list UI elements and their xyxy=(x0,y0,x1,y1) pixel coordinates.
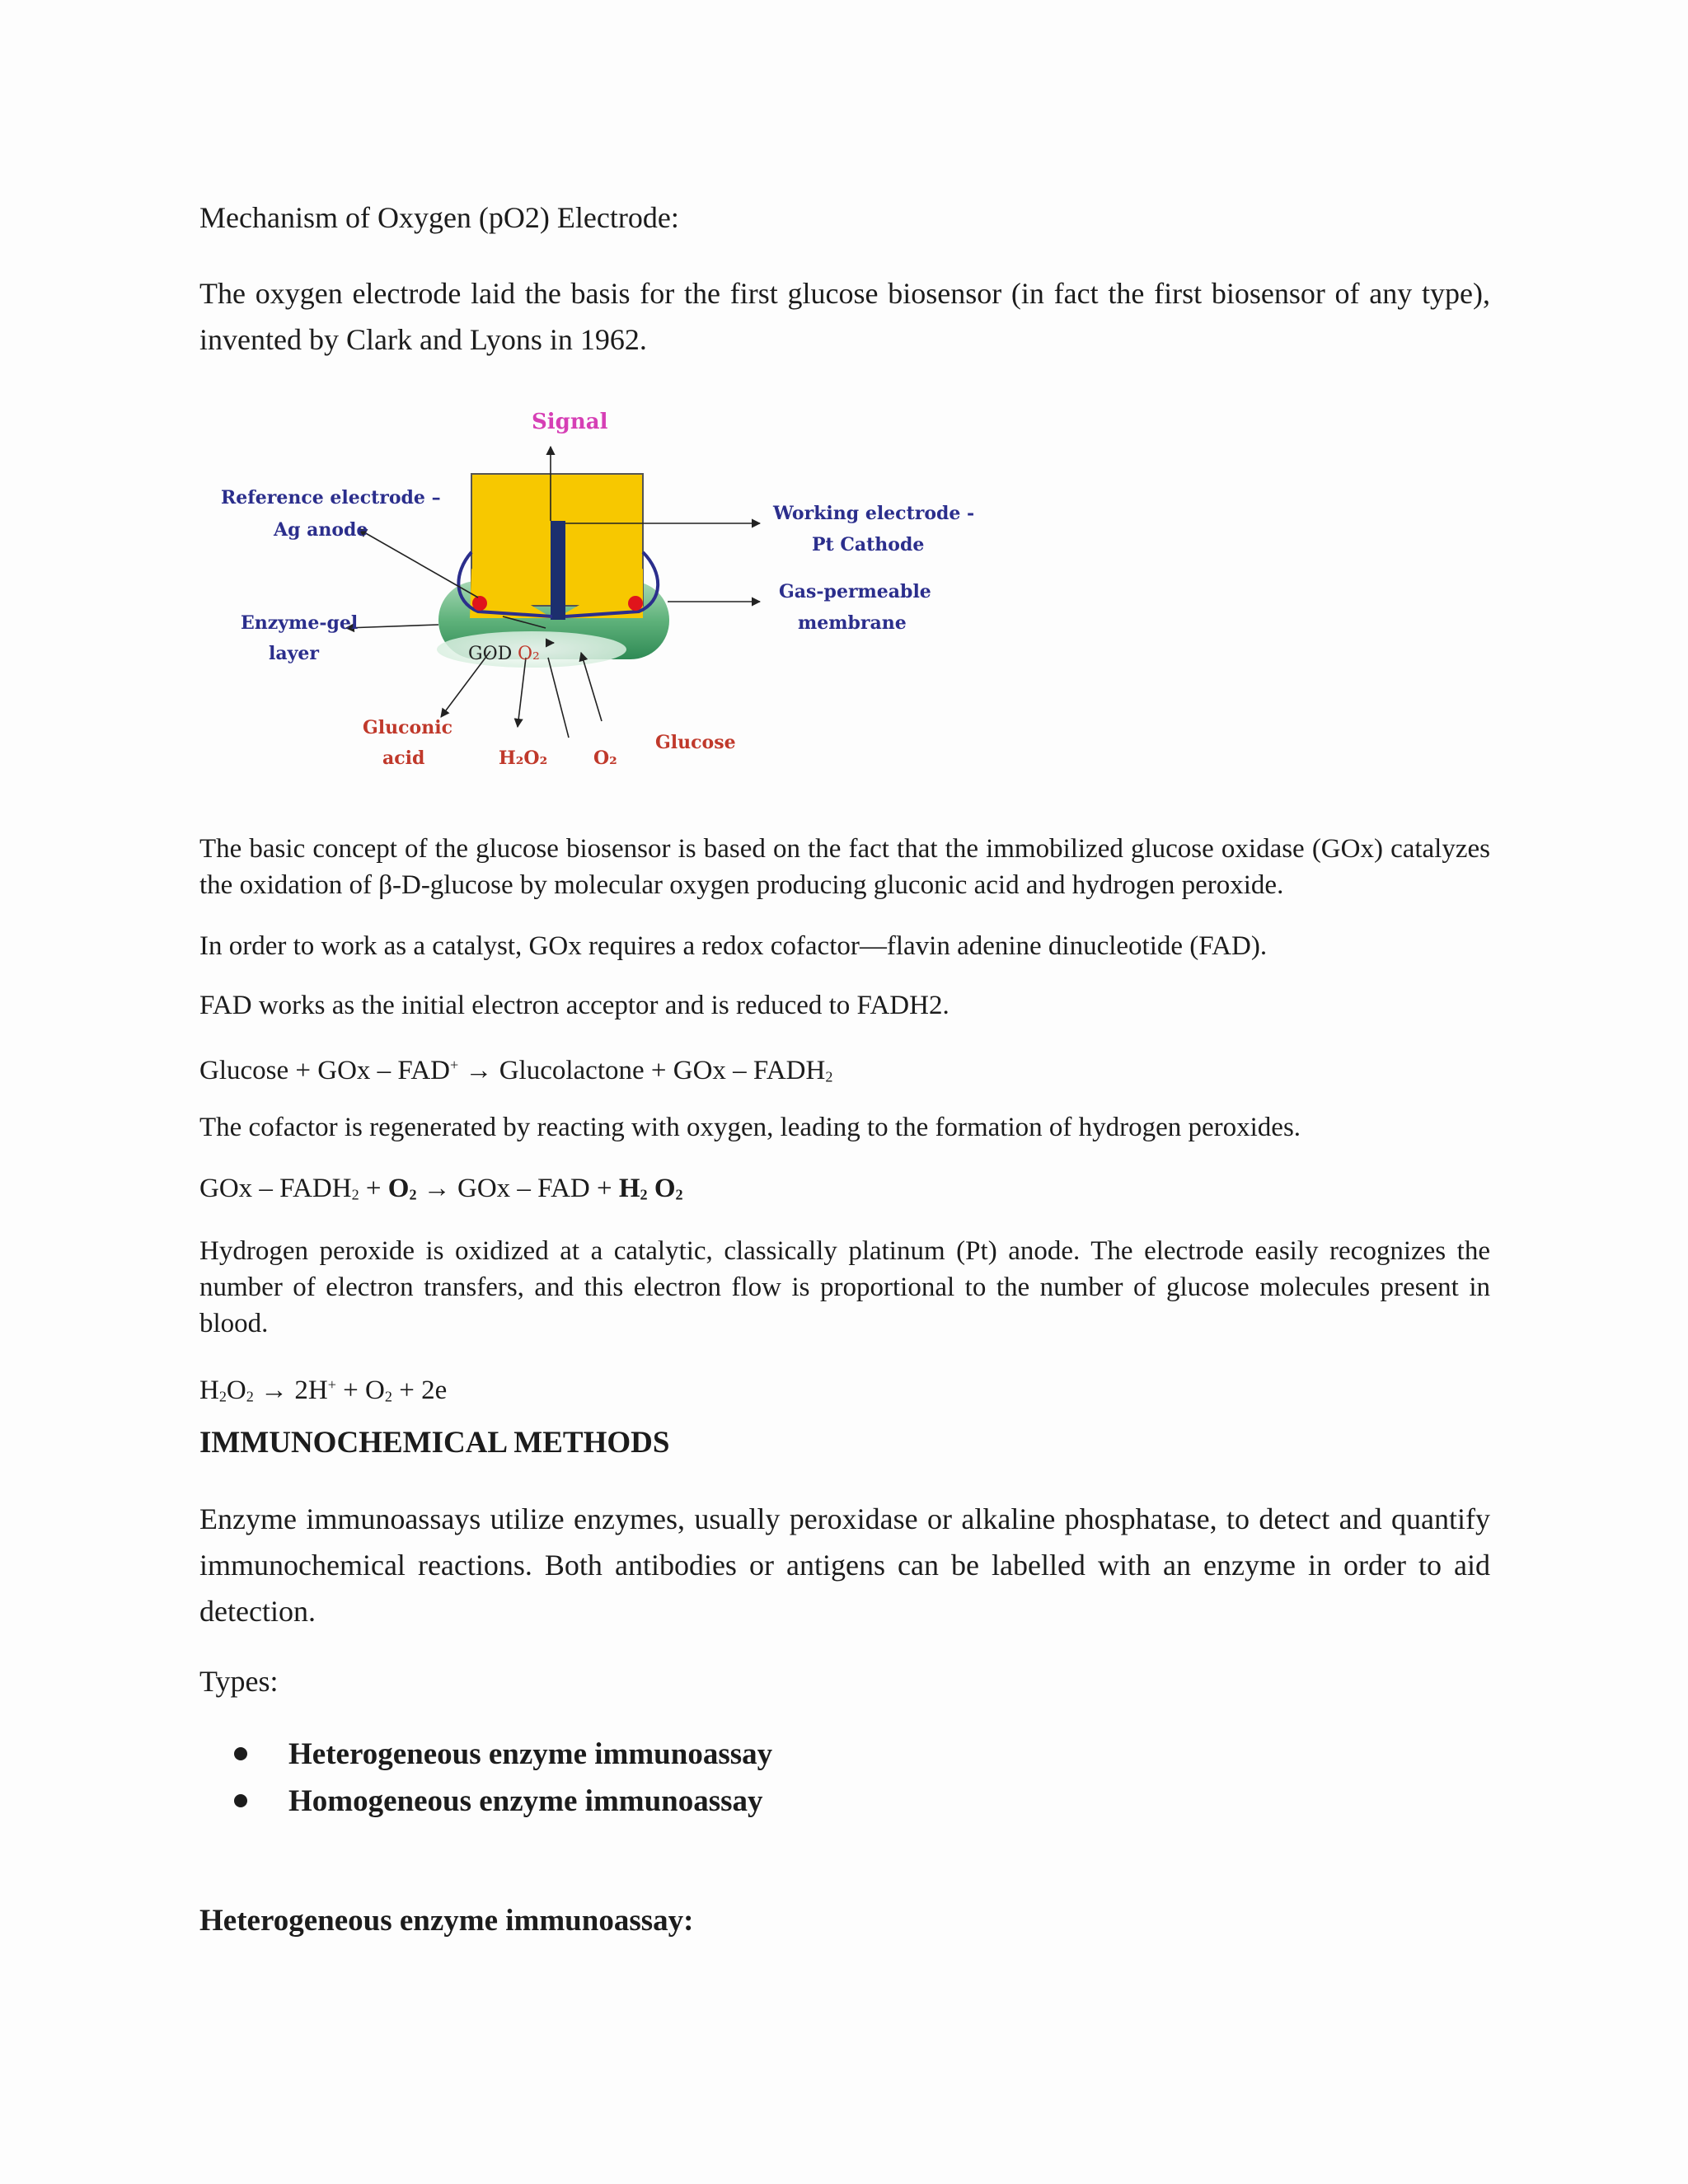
heading-immunochemical: IMMUNOCHEMICAL METHODS xyxy=(199,1426,670,1460)
eq1-sub: 2 xyxy=(825,1068,833,1085)
ag-anode-label: Ag anode xyxy=(274,519,368,541)
eq2-peroxide-o: O xyxy=(647,1174,676,1203)
eq2-oxygen-sub: 2 xyxy=(409,1186,417,1203)
bullet-icon xyxy=(234,1794,247,1807)
eq2-part-c: → GOx – FAD + xyxy=(416,1174,619,1203)
membrane-label: membrane xyxy=(798,612,907,634)
layer-label: layer xyxy=(269,643,319,664)
paragraph-fad: FAD works as the initial electron acceptor and is reduced to FADH2. xyxy=(199,991,950,1020)
o2-label: O₂ xyxy=(593,748,617,769)
paragraph-regeneration: The cofactor is regenerated by reacting with oxygen, leading to the formation of hydrogen peroxides. xyxy=(199,1113,1301,1142)
type-heterogeneous: Heterogeneous enzyme immunoassay xyxy=(288,1737,773,1771)
eq2-part-a: GOx – FADH xyxy=(199,1174,352,1203)
electrode-body xyxy=(458,474,658,620)
eq3-o2-sub: 2 xyxy=(384,1388,392,1405)
eq2-oxygen: O xyxy=(387,1174,410,1203)
equation-peroxide xyxy=(199,1366,447,1415)
paragraph-cofactor: In order to work as a catalyst, GOx requires a redox cofactor—flavin adenine dinucleotide (FAD). xyxy=(199,931,1268,961)
bullet-icon xyxy=(234,1747,247,1760)
ag-anode-left xyxy=(472,596,487,611)
eq3-electrons: + 2e xyxy=(392,1375,448,1405)
paragraph-concept: The basic concept of the glucose biosensor is based on the fact that the immobilized glucose oxidase (GOx) catalyzes the oxidation of β-D-glucose by molecular oxygen producing gluconic acid and hydrogen peroxide. xyxy=(199,834,1490,900)
glucose-label: Glucose xyxy=(655,732,736,753)
oxygen-electrode-diagram xyxy=(206,396,989,791)
eq3-h: H xyxy=(199,1375,219,1405)
gas-permeable-label: Gas-permeable xyxy=(779,581,931,602)
page-title: Mechanism of Oxygen (pO2) Electrode: xyxy=(199,201,679,234)
eq3-o-sub: 2 xyxy=(246,1388,254,1405)
working-electrode-label: Working electrode - xyxy=(773,503,975,524)
intro-paragraph: The oxygen electrode laid the basis for the first glucose biosensor (in fact the first biosensor of any type), invented by Clark and Lyons in 1962. xyxy=(199,277,1490,356)
enzyme-gel-label: Enzyme-gel xyxy=(241,612,359,634)
types-label: Types: xyxy=(199,1665,279,1698)
pt-cathode xyxy=(551,521,565,620)
paragraph-immunoassays: Enzyme immunoassays utilize enzymes, usually peroxidase or alkaline phosphatase, to detect and quantify immunochemical reactions. Both antibodies or antigens can be labelled with an enzyme in order to aid detection. xyxy=(199,1502,1490,1628)
acid-label: acid xyxy=(382,748,425,769)
list-item xyxy=(288,1778,772,1825)
eq2-plus: + xyxy=(359,1174,388,1203)
o2-inner-label: O₂ xyxy=(518,644,540,664)
paragraph-oxidation: Hydrogen peroxide is oxidized at a catalytic, classically platinum (Pt) anode. The electrode easily recognizes the number of electron transfers, and this electron flow is proportional to the number of glucose molecules present in blood. xyxy=(199,1236,1490,1338)
god-label: GOD xyxy=(468,644,513,664)
pt-cathode-label: Pt Cathode xyxy=(812,534,925,555)
eq3-sup: + xyxy=(327,1376,336,1393)
equation-glucose xyxy=(199,1047,832,1095)
ag-anode-right xyxy=(628,596,643,611)
heading-heterogeneous: Heterogeneous enzyme immunoassay: xyxy=(199,1904,694,1938)
eq1-part-a: Glucose + GOx – FAD xyxy=(199,1055,450,1085)
eq1-part-b: → Glucolactone + GOx – FADH xyxy=(458,1055,826,1085)
eq2-hydrogen: H xyxy=(618,1174,640,1203)
type-homogeneous: Homogeneous enzyme immunoassay xyxy=(288,1784,763,1818)
gluconic-label: Gluconic xyxy=(363,717,452,738)
types-list xyxy=(199,1731,772,1825)
eq3-h-sub: 2 xyxy=(218,1388,227,1405)
reference-electrode-label: Reference electrode – xyxy=(221,487,441,509)
eq2-sub-a: 2 xyxy=(351,1186,359,1203)
h2o2-label: H₂O₂ xyxy=(499,748,548,769)
eq3-o2: + O xyxy=(335,1375,385,1405)
eq3-arrow: → 2H xyxy=(253,1375,328,1405)
eq1-sup: + xyxy=(449,1057,459,1073)
eq2-peroxide-sub: 2 xyxy=(675,1186,683,1203)
eq2-hydrogen-sub: 2 xyxy=(640,1186,648,1203)
equation-regeneration xyxy=(199,1170,683,1213)
eq3-o: O xyxy=(226,1375,246,1405)
list-item xyxy=(288,1731,772,1778)
signal-label: Signal xyxy=(532,410,608,434)
